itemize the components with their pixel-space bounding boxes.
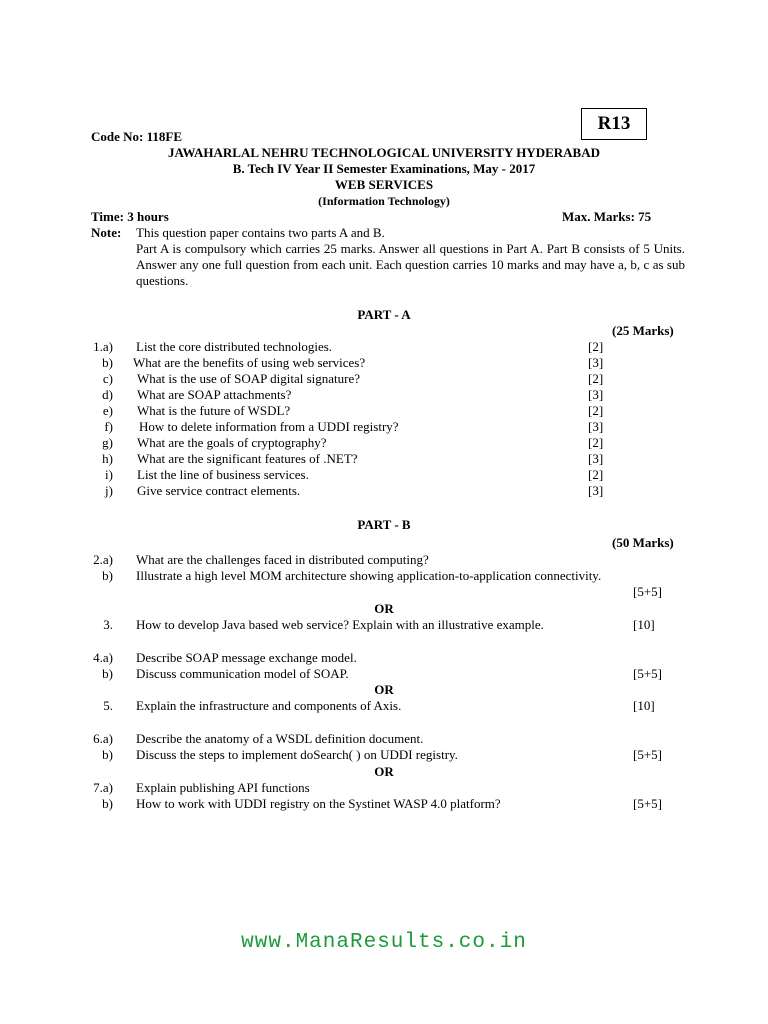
question-text: What are the benefits of using web services? [133, 355, 366, 370]
branch-name: (Information Technology) [318, 194, 450, 208]
question-text: What are the challenges faced in distributed computing? [136, 552, 429, 567]
note-line-1: This question paper contains two parts A and B. [136, 225, 385, 240]
question-label: i) [105, 467, 113, 482]
question-text: Explain publishing API functions [136, 780, 310, 795]
footer-watermark: www.ManaResults.co.in [241, 931, 527, 954]
question-label: 5. [103, 698, 113, 713]
question-label: b) [102, 666, 113, 681]
question-marks: [5+5] [633, 584, 662, 599]
question-label: b) [102, 355, 113, 370]
question-label: h) [102, 451, 113, 466]
question-text: Describe the anatomy of a WSDL definition document. [136, 731, 424, 746]
question-label: d) [102, 387, 113, 402]
question-marks: [3] [588, 387, 604, 402]
question-label: 3. [103, 617, 113, 632]
question-label: b) [102, 568, 113, 583]
regulation-badge: R13 [581, 108, 647, 140]
question-text: How to work with UDDI registry on the Systinet WASP 4.0 platform? [136, 796, 501, 811]
or-separator: OR [374, 682, 394, 697]
question-marks: [10] [633, 698, 655, 713]
question-label: g) [102, 435, 113, 450]
part-b-title: PART - B [357, 517, 411, 532]
question-marks: [2] [588, 371, 604, 386]
question-marks: [2] [588, 339, 604, 354]
question-text: How to develop Java based web service? Explain with an illustrative example. [136, 617, 544, 632]
question-text: List the line of business services. [137, 467, 309, 482]
question-text: Illustrate a high level MOM architecture showing application-to-application connectivity. [136, 568, 602, 583]
question-marks: [3] [588, 483, 604, 498]
question-text: Discuss communication model of SOAP. [136, 666, 349, 681]
question-label: 6.a) [93, 731, 113, 746]
question-label: j) [105, 483, 113, 498]
question-marks: [5+5] [633, 666, 662, 681]
university-name: JAWAHARLAL NEHRU TECHNOLOGICAL UNIVERSITY HYDERABAD [168, 145, 600, 160]
question-text: Describe SOAP message exchange model. [136, 650, 357, 665]
code-number: Code No: 118FE [91, 129, 182, 144]
note-instructions: Part A is compulsory which carries 25 marks. Answer all questions in Part A. Part B consists of 5 Units. Answer any one full question from each unit. Each question carries 10 marks and may have a, b, c as sub questions. [136, 241, 685, 288]
question-label: 4.a) [93, 650, 113, 665]
question-label: c) [102, 371, 113, 386]
question-label: b) [102, 747, 113, 762]
question-marks: [2] [588, 467, 604, 482]
or-separator: OR [374, 601, 394, 616]
question-label: 1.a) [93, 339, 113, 354]
question-text: Give service contract elements. [137, 483, 301, 498]
question-text: What is the use of SOAP digital signature? [137, 371, 361, 386]
exam-time: Time: 3 hours [91, 209, 169, 224]
question-text: What are the significant features of .NET? [137, 451, 358, 466]
max-marks: Max. Marks: 75 [562, 209, 652, 224]
question-marks: [3] [588, 451, 604, 466]
question-marks: [10] [633, 617, 655, 632]
part-a-title: PART - A [357, 307, 411, 322]
exam-title: B. Tech IV Year II Semester Examinations, May - 2017 [232, 161, 536, 176]
question-text: How to delete information from a UDDI registry? [139, 419, 399, 434]
question-marks: [3] [588, 355, 604, 370]
question-label: e) [102, 403, 113, 418]
part-b-marks: (50 Marks) [612, 535, 674, 550]
part-a-marks: (25 Marks) [612, 323, 674, 338]
question-text: Explain the infrastructure and components of Axis. [136, 698, 402, 713]
note-label: Note: [91, 225, 122, 240]
question-text: What are the goals of cryptography? [137, 435, 327, 450]
question-text: What is the future of WSDL? [137, 403, 291, 418]
or-separator: OR [374, 764, 394, 779]
question-marks: [5+5] [633, 747, 662, 762]
question-marks: [2] [588, 435, 604, 450]
question-label: f) [104, 419, 113, 434]
question-text: Discuss the steps to implement doSearch( ) on UDDI registry. [136, 747, 458, 762]
subject-title: WEB SERVICES [334, 177, 434, 192]
question-text: What are SOAP attachments? [137, 387, 292, 402]
question-label: 7.a) [93, 780, 113, 795]
question-marks: [5+5] [633, 796, 662, 811]
question-marks: [2] [588, 403, 604, 418]
question-marks: [3] [588, 419, 604, 434]
question-label: b) [102, 796, 113, 811]
question-label: 2.a) [93, 552, 113, 567]
question-text: List the core distributed technologies. [136, 339, 333, 354]
